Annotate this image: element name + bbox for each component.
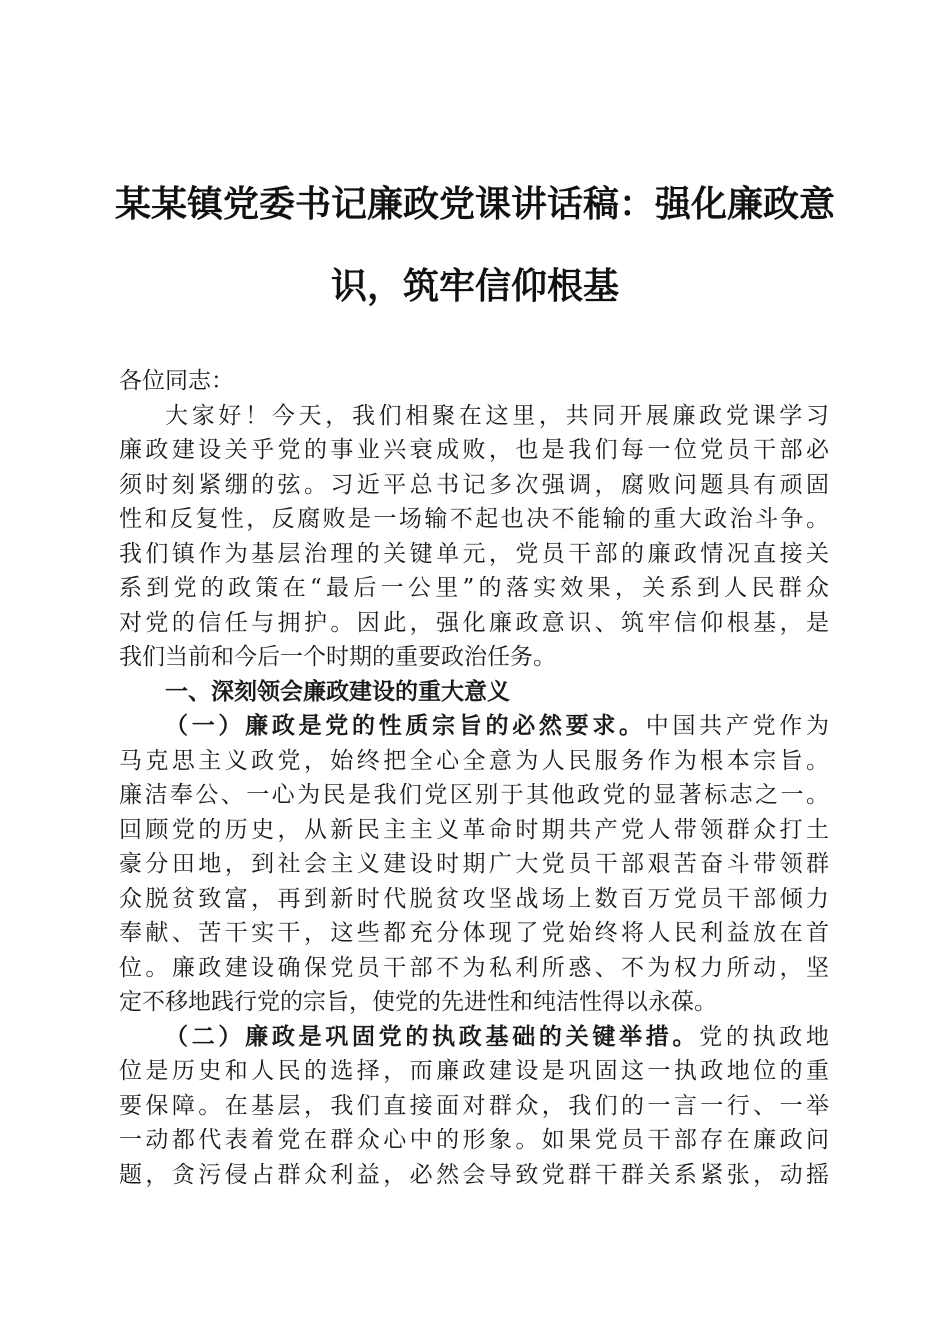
title-line: 识，筑牢信仰根基 — [330, 265, 619, 307]
paragraph-line: 性和反复性，反腐败是一场输不起也决不能输的重大政治斗争。 — [119, 506, 829, 532]
subsection-lead: （一）廉政是党的性质宗旨的必然要求。 — [165, 712, 646, 739]
paragraph-line: 我们镇作为基层治理的关键单元，党员干部的廉政情况直接关 — [119, 540, 829, 567]
document-title — [110, 163, 840, 327]
paragraph-line: 一动都代表着党在群众心中的形象。如果党员干部存在廉政问 — [119, 1127, 829, 1153]
section-heading: 一、深刻领会廉政建设的重大意义 — [165, 677, 510, 705]
subsection-lead: （二）廉政是巩固党的执政基础的关键举措。 — [165, 1022, 700, 1050]
paragraph-line: 对党的信任与拥护。因此，强化廉政意识、筑牢信仰根基，是 — [119, 609, 829, 636]
subsection-first-rest: 党的执政地 — [699, 1023, 829, 1050]
paragraph-line: 廉洁奉公、一心为民是我们党区别于其他政党的显著标志之一。 — [119, 782, 829, 808]
paragraph-line: 定不移地践行党的宗旨，使党的先进性和纯洁性得以永葆。 — [119, 989, 717, 1015]
paragraph-line: 须时刻紧绷的弦。习近平总书记多次强调，腐败问题具有顽固 — [119, 471, 829, 498]
paragraph-line: 位。廉政建设确保党员干部不为私利所惑、不为权力所动，坚 — [119, 954, 829, 981]
paragraph-line: 豪分田地，到社会主义建设时期广大党员干部艰苦奋斗带领群 — [119, 851, 829, 877]
paragraph-line: 廉政建设关乎党的事业兴衰成败，也是我们每一位党员干部必 — [119, 437, 829, 463]
paragraph-line: 回顾党的历史，从新民主主义革命时期共产党人带领群众打土 — [119, 816, 829, 843]
title-line: 某某镇党委书记廉政党课讲话稿：强化廉政意 — [114, 183, 835, 225]
subsection-first-line — [119, 709, 829, 744]
document-body — [119, 364, 829, 1192]
paragraph-line: 系到党的政策在“最后一公里”的落实效果，关系到人民群众 — [119, 575, 829, 601]
paragraph-line: 题，贪污侵占群众利益，必然会导致党群干群关系紧张，动摇 — [119, 1161, 829, 1188]
salutation: 各位同志： — [119, 368, 234, 394]
subsection-first-line — [119, 1020, 829, 1055]
paragraph-line: 大家好！今天，我们相聚在这里，共同开展廉政党课学习 — [165, 402, 829, 429]
paragraph-line: 奉献、苦干实干，这些都充分体现了党始终将人民利益放在首 — [119, 920, 829, 946]
paragraph-line: 马克思主义政党，始终把全心全意为人民服务作为根本宗旨。 — [119, 747, 829, 774]
paragraph-line: 众脱贫致富，再到新时代脱贫攻坚战场上数百万党员干部倾力 — [119, 885, 829, 912]
paragraph-line: 我们当前和今后一个时期的重要政治任务。 — [119, 644, 556, 670]
subsection-first-rest: 中国共产党作为 — [645, 713, 829, 739]
paragraph-line: 要保障。在基层，我们直接面对群众，我们的一言一行、一举 — [119, 1092, 829, 1119]
paragraph-line: 位是历史和人民的选择，而廉政建设是巩固这一执政地位的重 — [119, 1058, 829, 1084]
